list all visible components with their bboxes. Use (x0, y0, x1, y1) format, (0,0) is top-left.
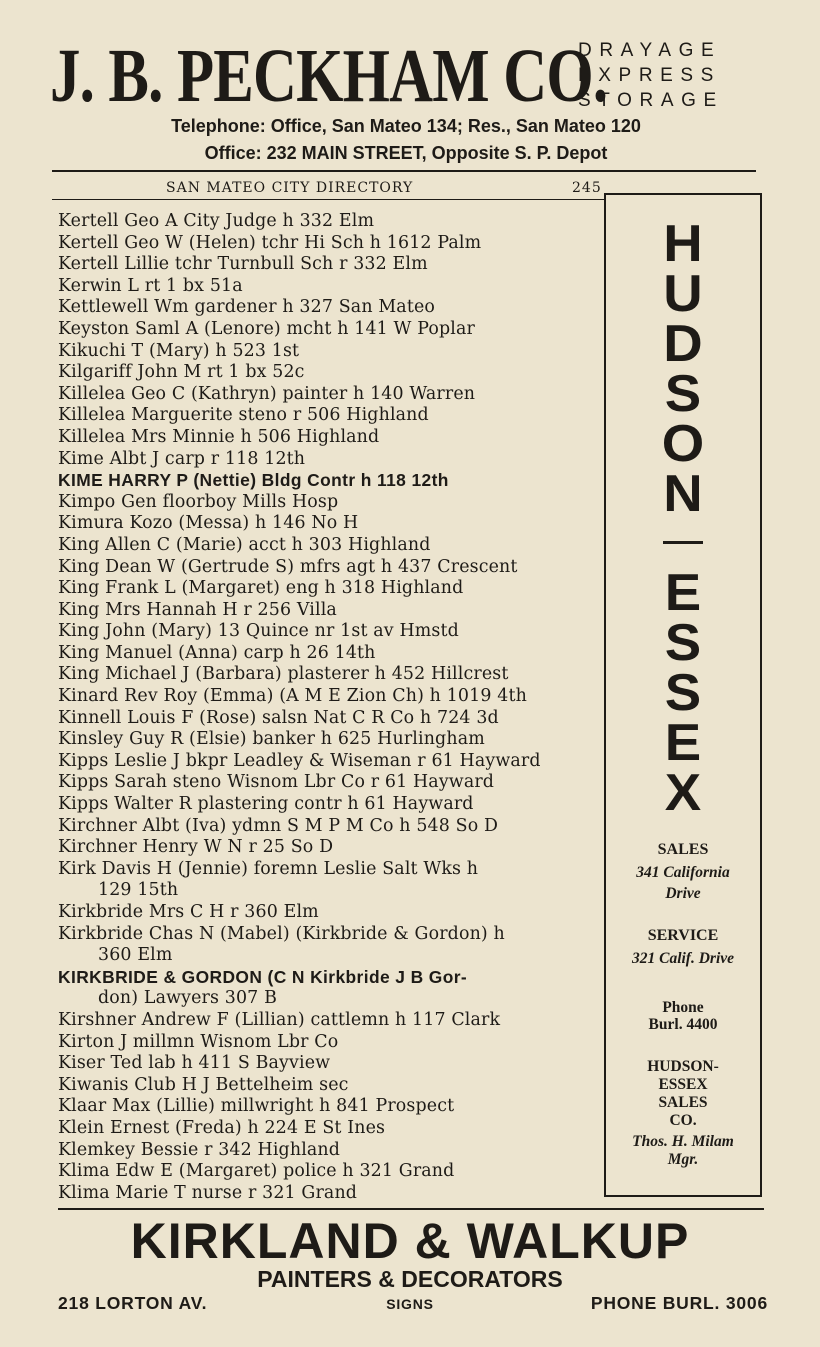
running-head-title: SAN MATEO CITY DIRECTORY (166, 180, 414, 196)
sales-address-line-2: Drive (665, 885, 701, 902)
header-advertisement (50, 30, 762, 170)
listing-entry: Kirkbride Mrs C H r 360 Elm (58, 902, 319, 922)
listing-entry: Kertell Geo A City Judge h 332 Elm (58, 211, 375, 231)
footer-address: 218 LORTON AV. (58, 1293, 208, 1313)
directory-listings (58, 211, 604, 1204)
listing-entry: King Manuel (Anna) carp h 26 14th (58, 642, 376, 663)
listing-entry: Kimura Kozo (Messa) h 146 No H (58, 513, 359, 534)
listing-entry: Kirchner Henry W N r 25 So D (58, 837, 334, 858)
brand-letter: S (664, 664, 702, 722)
brand-letter: S (664, 365, 702, 423)
listing-entry: Kinsley Guy R (Elsie) banker h 625 Hurlingham (58, 729, 485, 750)
advertiser-name: J. B. PECKHAM CO. (50, 34, 608, 118)
listing-entry: King Frank L (Margaret) eng h 318 Highland (58, 578, 464, 599)
listing-entry: Kipps Walter R plastering contr h 61 Hayward (58, 794, 474, 815)
footer-company-name: KIRKLAND & WALKUP (130, 1213, 690, 1269)
listing-entry: Kertell Geo W (Helen) tchr Hi Sch h 1612 Palm (58, 232, 482, 253)
brand-name (606, 215, 760, 822)
footer-trade: PAINTERS & DECORATORS (257, 1266, 563, 1292)
footer-signs: SIGNS (386, 1296, 434, 1312)
listing-entry: Kiser Ted lab h 411 S Bayview (58, 1053, 331, 1074)
brand-word-hudson (606, 215, 760, 523)
listing-entry: Kirchner Albt (Iva) ydmn S M P M Co h 548 So D (58, 815, 499, 836)
brand-letter: E (664, 714, 702, 772)
brand-letter: O (661, 415, 705, 473)
listing-entry: Kikuchi T (Mary) h 523 1st (58, 340, 300, 361)
manager-title: Mgr. (667, 1151, 699, 1168)
brand-separator (663, 541, 703, 544)
listing-entry: Kiwanis Club H J Bettelheim sec (58, 1074, 349, 1095)
listing-continuation: 360 Elm (98, 945, 173, 966)
listing-entry: Killelea Mrs Minnie h 506 Highland (58, 426, 380, 447)
listing-entry: King Allen C (Marie) acct h 303 Highland (58, 534, 431, 555)
footer-advertisement (52, 1208, 768, 1318)
listing-entry: King Dean W (Gertrude S) mfrs agt h 437 Crescent (58, 556, 518, 577)
listing-entry: Kinard Rev Roy (Emma) (A M E Zion Ch) h 1019 4th (58, 686, 527, 707)
listing-entry: Kirkbride Chas N (Mabel) (Kirkbride & Gordon) h (58, 923, 505, 944)
listing-entry: Killelea Marguerite steno r 506 Highland (58, 405, 429, 426)
side-ad-top-rule (604, 193, 762, 195)
office-address-line: Office: 232 MAIN STREET, Opposite S. P. Depot (204, 143, 608, 163)
services-list (578, 38, 768, 113)
phone-heading: Phone (662, 999, 704, 1016)
listing-entry: Klima Edw E (Margaret) police h 321 Grand (58, 1161, 455, 1182)
company-line: HUDSON- (647, 1058, 719, 1075)
listing-entry: KIRKBRIDE & GORDON (C N Kirkbride J B Gor- (58, 966, 468, 987)
listing-entry: Klein Ernest (Freda) h 224 E St Ines (58, 1117, 386, 1138)
header-rule-bottom (52, 199, 604, 200)
listing-entry: KIME HARRY P (Nettie) Bldg Contr h 118 12th (58, 470, 449, 491)
brand-letter: H (663, 215, 703, 273)
listing-entry: Kimpo Gen floorboy Mills Hosp (58, 491, 339, 512)
header-rule-top (52, 170, 756, 172)
listing-entry: Kipps Leslie J bkpr Leadley & Wiseman r 61 Hayward (58, 750, 541, 771)
listing-entry: King Michael J (Barbara) plasterer h 452 Hillcrest (58, 664, 509, 685)
listing-continuation: don) Lawyers 307 B (98, 988, 278, 1009)
brand-letter: E (664, 564, 702, 622)
listing-entry: Kipps Sarah steno Wisnom Lbr Co r 61 Hayward (58, 772, 495, 793)
listing-entry: King Mrs Hannah H r 256 Villa (58, 599, 337, 620)
listing-entry: Kerwin L rt 1 bx 51a (58, 275, 243, 296)
manager-name: Thos. H. Milam (632, 1133, 734, 1150)
brand-word-essex (606, 564, 760, 822)
side-advertisement (604, 193, 762, 1197)
listing-entry: Kime Albt J carp r 118 12th (58, 448, 306, 469)
company-line: CO. (669, 1112, 697, 1129)
sales-address-line-1: 341 California (636, 864, 730, 881)
listing-entry: Kirton J millmn Wisnom Lbr Co (58, 1031, 339, 1052)
listing-entry: King John (Mary) 13 Quince nr 1st av Hmstd (58, 621, 459, 642)
listing-entry: Kilgariff John M rt 1 bx 52c (58, 362, 305, 383)
brand-letter: D (663, 315, 703, 373)
listing-entry: Kinnell Louis F (Rose) salsn Nat C R Co h 724 3d (58, 707, 499, 728)
listing-entry: Klemkey Bessie r 342 Highland (58, 1139, 341, 1160)
brand-letter: S (664, 614, 702, 672)
listing-entry: Keyston Saml A (Lenore) mcht h 141 W Poplar (58, 318, 476, 339)
service-address: 321 Calif. Drive (631, 950, 735, 967)
listing-entry: Kirshner Andrew F (Lillian) cattlemn h 117 Clark (58, 1009, 501, 1030)
service-item: EXPRESS (578, 65, 721, 86)
listing-continuation: 129 15th (98, 880, 179, 901)
listing-entry: Klaar Max (Lillie) millwright h 841 Prospect (58, 1096, 455, 1117)
brand-letter: X (664, 764, 702, 822)
service-heading: SERVICE (647, 927, 719, 944)
footer-phone: PHONE BURL. 3006 (590, 1293, 768, 1313)
listing-entry: Klima Marie T nurse r 321 Grand (58, 1182, 358, 1203)
company-line: ESSEX (658, 1076, 708, 1093)
service-item: DRAYAGE (578, 40, 722, 61)
listing-entry: Kirk Davis H (Jennie) foremn Leslie Salt Wks h (58, 858, 479, 879)
company-line: SALES (658, 1094, 708, 1111)
phone-number: Burl. 4400 (648, 1016, 718, 1033)
sales-heading: SALES (657, 841, 709, 858)
listing-entry: Kertell Lillie tchr Turnbull Sch r 332 Elm (58, 254, 428, 275)
page-number: 245 (572, 180, 602, 196)
service-item: STORAGE (578, 90, 724, 111)
brand-letter: U (663, 265, 703, 323)
telephone-line: Telephone: Office, San Mateo 134; Res., San Mateo 120 (171, 116, 641, 136)
brand-letter: N (663, 465, 703, 523)
listing-entry: Killelea Geo C (Kathryn) painter h 140 Warren (58, 383, 476, 404)
listing-entry: Kettlewell Wm gardener h 327 San Mateo (58, 297, 436, 318)
